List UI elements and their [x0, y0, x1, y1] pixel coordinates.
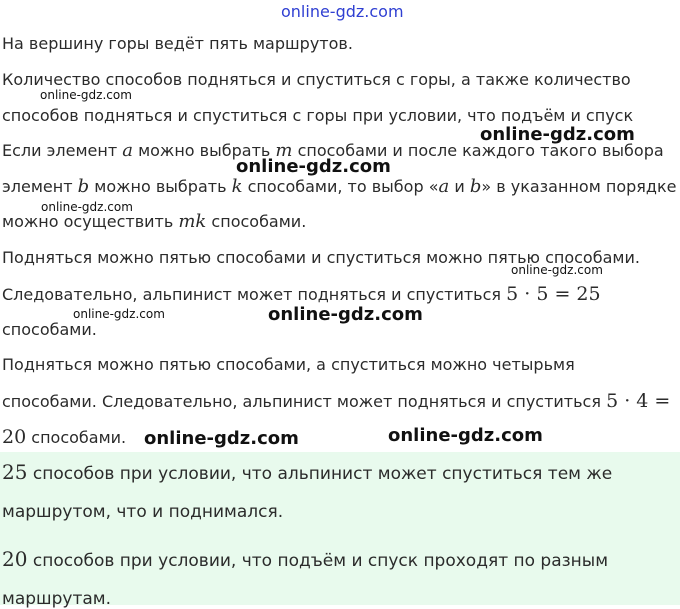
math-expression: 5 · 5 = 25 [506, 283, 601, 305]
solution-line-2 [2, 284, 601, 305]
math-var: m [275, 140, 293, 161]
answer-box [0, 452, 680, 609]
watermark: online-gdz.com [388, 425, 543, 446]
math-var: b [77, 176, 90, 197]
rule-text: Если элемент [2, 141, 123, 160]
solution-text: Следовательно, альпинист может подняться и спуститься [2, 285, 507, 304]
math-var: a [438, 176, 450, 197]
watermark: online-gdz.com [480, 124, 635, 145]
rule-text: можно выбрать [132, 141, 276, 160]
answer-line-4: маршрутам. [2, 589, 111, 609]
rule-text: способами. [206, 212, 307, 231]
watermark: online-gdz.com [511, 263, 603, 277]
answer-number: 20 [2, 547, 28, 571]
math-var: b [469, 176, 482, 197]
math-expression: 20 [2, 426, 27, 448]
rule-text: » в указанном порядке [481, 177, 677, 196]
site-watermark: online-gdz.com [281, 2, 404, 21]
solution-line-5 [2, 391, 670, 412]
rule-text: способами, то выбор « [242, 177, 439, 196]
math-var: a [122, 140, 133, 161]
watermark: online-gdz.com [268, 304, 423, 325]
math-var: k [231, 176, 243, 197]
problem-line-2: Количество способов подняться и спуститься с горы, а также количество [2, 70, 631, 89]
rule-text: способами и после каждого такого выбора [292, 141, 664, 160]
solution-line-1: Подняться можно пятью способами и спуститься можно пятью способами. [2, 248, 640, 267]
rule-text: и [449, 177, 470, 196]
math-expression: 5 · 4 = [606, 390, 671, 412]
solution-text: способами. Следовательно, альпинист может подняться и спуститься [2, 392, 607, 411]
rule-text: можно выбрать [89, 177, 232, 196]
watermark: online-gdz.com [41, 200, 133, 214]
watermark: online-gdz.com [144, 428, 299, 449]
solution-line-6 [2, 427, 126, 448]
watermark: online-gdz.com [236, 156, 391, 177]
answer-number: 25 [2, 460, 28, 484]
problem-line-1: На вершину горы ведёт пять маршрутов. [2, 34, 353, 53]
solution-line-4: Подняться можно пятью способами, а спуститься можно четырьмя [2, 355, 575, 374]
rule-line-3 [2, 212, 306, 232]
solution-line-3: способами. [2, 320, 97, 339]
rule-line-2 [2, 177, 676, 197]
problem-line-3: способов подняться и спуститься с горы при условии, что подъём и спуск [2, 106, 634, 125]
math-var: mk [178, 211, 207, 232]
rule-text: можно осуществить [2, 212, 179, 231]
watermark: online-gdz.com [40, 88, 132, 102]
solution-text: способами. [26, 428, 127, 447]
watermark: online-gdz.com [73, 307, 165, 321]
answer-line-2: маршрутом, что и поднимался. [2, 502, 284, 522]
answer-line-3 [2, 549, 608, 571]
answer-text: способов при условии, что подъём и спуск проходят по разным [27, 551, 609, 571]
rule-text: элемент [2, 177, 78, 196]
answer-text: способов при условии, что альпинист может спуститься тем же [27, 464, 613, 484]
answer-line-1 [2, 462, 612, 484]
